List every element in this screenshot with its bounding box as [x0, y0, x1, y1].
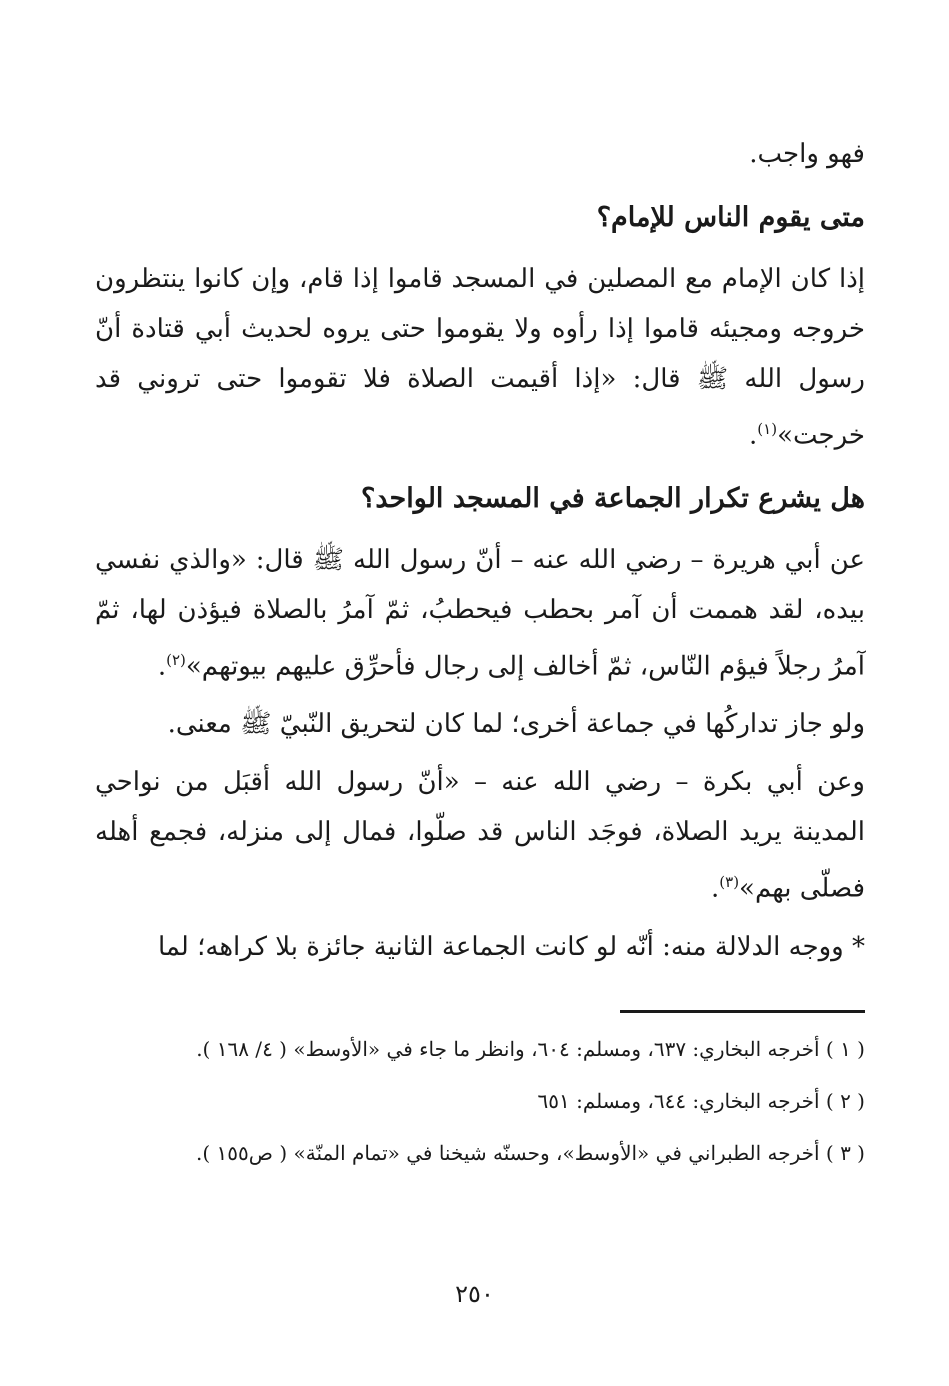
- footnote-divider: [620, 1010, 865, 1013]
- footnote-ref-1: (١): [757, 420, 778, 438]
- paragraph-3-text: ولو جاز تداركُها في جماعة أخرى؛ لما كان لتحريق النّبيّ ﷺ معنى.: [167, 709, 865, 740]
- paragraph-4-end: .: [711, 873, 720, 904]
- footnote-2: ( ٢ ) أخرجه البخاري: ٦٤٤، ومسلم: ٦٥١: [537, 1089, 865, 1113]
- paragraph-1-end: .: [749, 420, 758, 451]
- paragraph-1-text: إذا كان الإمام مع المصلين في المسجد قاموا إذا قام، وإن كانوا ينتظرون خروجه ومجيئه قاموا إذا رأوه ولا يقوموا حتى يروه لحديث أبي قتادة أنّ رسول الله ﷺ قال: «إذا أقيمت الصلاة فلا تقوموا حتى تروني قد خرجت»: [95, 264, 865, 451]
- paragraph-2: [95, 535, 865, 692]
- paragraph-1: [95, 254, 865, 461]
- paragraph-2-end: .: [157, 651, 167, 682]
- footnote-1: ( ١ ) أخرجه البخاري: ٦٣٧، ومسلم: ٦٠٤، وانظر ما جاء في «الأوسط» ( ٤/ ١٦٨ ).: [196, 1037, 865, 1061]
- footnote-ref-3: (٣): [719, 873, 740, 892]
- section-heading-1: متى يقوم الناس للإمام؟: [596, 202, 865, 233]
- intro-line: فهو واجب.: [749, 139, 865, 169]
- footnote-3: ( ٣ ) أخرجه الطبراني في «الأوسط»، وحسنّه شيخنا في «تمام المنّة» ( ص١٥٥ ).: [196, 1141, 865, 1165]
- paragraph-2-text: عن أبي هريرة – رضي الله عنه – أنّ رسول الله ﷺ قال: «والذي نفسي بيده، لقد هممت أن آمر بحطب فيحطبُ، ثمّ آمرُ بالصلاة فيؤذن لها، ثمّ آمرُ رجلاً فيؤم النّاس، ثمّ أخالف إلى رجال فأحرِّق عليهم بيوتهم»: [95, 544, 865, 682]
- paragraph-4: [95, 757, 865, 914]
- paragraph-4-text: وعن أبي بكرة – رضي الله عنه – «أنّ رسول الله أقبَل من نواحي المدينة يريد الصلاة، فوجَد الناس قد صلّوا، فمال إلى منزله، فجمع أهله فصلّى بهم»: [95, 767, 865, 904]
- paragraph-5-text: * ووجه الدلالة منه: أنّه لو كانت الجماعة الثانية جائزة بلا كراهه؛ لما: [157, 931, 865, 962]
- paragraph-5: [95, 922, 865, 972]
- page-number: ٢٥٠: [455, 1280, 494, 1308]
- section-heading-2: هل يشرع تكرار الجماعة في المسجد الواحد؟: [361, 482, 865, 514]
- paragraph-3: [95, 699, 865, 749]
- footnotes: [120, 1030, 865, 1186]
- footnote-ref-2: (٢): [166, 650, 186, 669]
- page-body: [95, 128, 865, 980]
